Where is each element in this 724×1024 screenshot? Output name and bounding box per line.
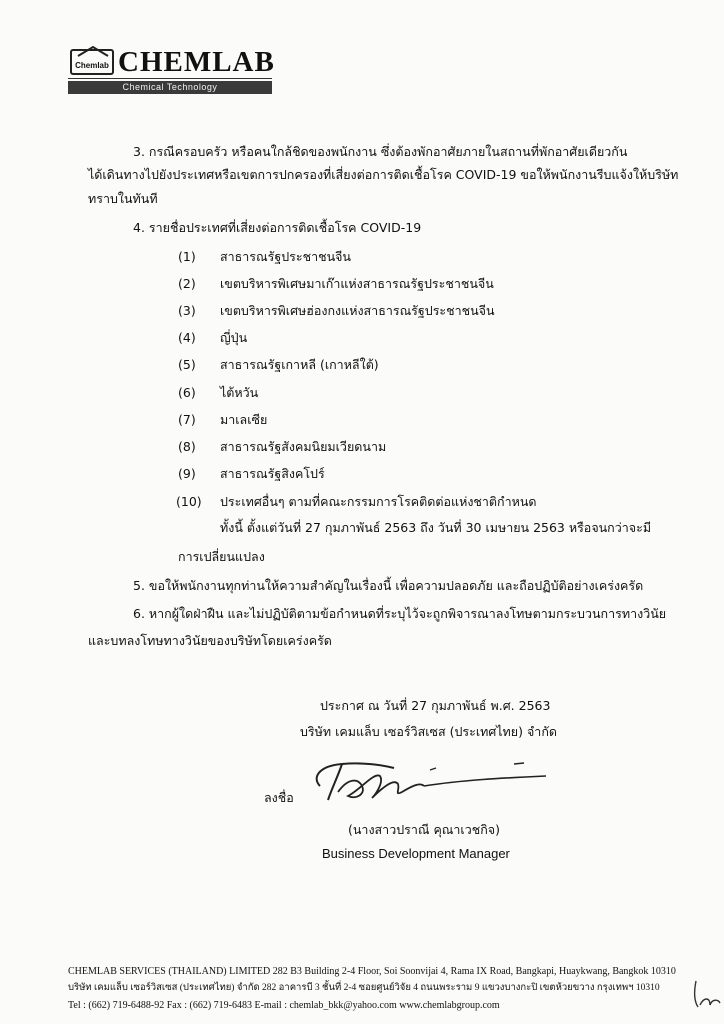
list-item-label: เขตบริหารพิเศษฮ่องกงแห่งสาธารณรัฐประชาชนจีน xyxy=(220,303,495,318)
item6-line1: 6. หากผู้ใดฝ่าฝืน และไม่ปฏิบัติตามข้อกำหนดที่ระบุไว้จะถูกพิจารณาลงโทษตามกระบวนการทางวินัย xyxy=(133,606,667,621)
footer-contact: Tel : (662) 719-6488-92 Fax : (662) 719-6483 E-mail : chemlab_bkk@yahoo.com www.chemlabgroup.com xyxy=(68,1000,500,1011)
period-line2: การเปลี่ยนแปลง xyxy=(178,549,265,564)
list-item-label: ไต้หวัน xyxy=(220,385,259,400)
list-item-number: (2) xyxy=(178,276,196,291)
list-item-number: (10) xyxy=(176,494,202,509)
footer-address-th: บริษัท เคมแล็บ เซอร์วิสเซส (ประเทศไทย) จำกัด 282 อาคารบี 3 ชั้นที่ 2-4 ซอยศูนย์วิจัย 4 ถนนพระราม 9 แขวงบางกะปิ เขตห้วยขวาง กรุงเทพฯ 10310 xyxy=(68,983,660,993)
item3-line1: 3. กรณีครอบครัว หรือคนใกล้ชิดของพนักงาน ซึ่งต้องพักอาศัยภายในสถานที่พักอาศัยเดียวกัน xyxy=(133,144,628,159)
list-item-number: (5) xyxy=(178,357,196,372)
footer-address-en: CHEMLAB SERVICES (THAILAND) LIMITED 282 B3 Building 2-4 Floor, Soi Soonvijai 4, Rama IX Road, Bangkapi, Huaykwang, Bangkok 10310 xyxy=(68,966,676,977)
sign-label: ลงชื่อ xyxy=(264,790,294,805)
list-item-number: (9) xyxy=(178,466,196,481)
announce-date: ประกาศ ณ วันที่ 27 กุมภาพันธ์ พ.ศ. 2563 xyxy=(320,698,551,713)
period-line1: ทั้งนี้ ตั้งแต่วันที่ 27 กุมภาพันธ์ 2563 ถึง วันที่ 30 เมษายน 2563 หรือจนกว่าจะมี xyxy=(220,520,652,535)
list-item-number: (7) xyxy=(178,412,196,427)
list-item-label: เขตบริหารพิเศษมาเก๊าแห่งสาธารณรัฐประชาชนจีน xyxy=(220,276,494,291)
item3-line2: ได้เดินทางไปยังประเทศหรือเขตการปกครองที่เสี่ยงต่อการติดเชื้อโรค COVID-19 ขอให้พนักงานรีบแจ้งให้บริษัท xyxy=(88,167,679,182)
list-item-label: มาเลเซีย xyxy=(220,412,268,427)
list-item-number: (8) xyxy=(178,439,196,454)
logo-top xyxy=(68,44,275,79)
item6-line2: และบทลงโทษทางวินัยของบริษัทโดยเคร่งครัด xyxy=(88,633,332,648)
item4-heading: 4. รายชื่อประเทศที่เสี่ยงต่อการติดเชื้อโรค COVID-19 xyxy=(133,220,422,235)
list-item-label: ประเทศอื่นๆ ตามที่คณะกรรมการโรคติดต่อแห่งชาติกำหนด xyxy=(220,494,537,509)
company-name-thai: บริษัท เคมแล็บ เซอร์วิสเซส (ประเทศไทย) จำกัด xyxy=(300,724,558,739)
signer-name: (นางสาวปราณี คุณาเวชกิจ) xyxy=(348,822,500,837)
list-item-number: (4) xyxy=(178,330,196,345)
list-item-number: (1) xyxy=(178,249,196,264)
company-tagline: Chemical Technology xyxy=(68,81,272,94)
item3-line3: ทราบในทันที xyxy=(88,191,158,206)
list-item-label: ญี่ปุ่น xyxy=(220,330,248,345)
edge-scribble xyxy=(690,975,724,1015)
chemlab-mark-icon xyxy=(70,49,114,75)
signature-image xyxy=(302,752,552,812)
list-item-label: สาธารณรัฐสังคมนิยมเวียดนาม xyxy=(220,439,387,454)
company-name: CHEMLAB xyxy=(118,46,275,78)
logo-mark-text: Chemlab xyxy=(75,61,109,70)
list-item-number: (6) xyxy=(178,385,196,400)
list-item-label: สาธารณรัฐประชาชนจีน xyxy=(220,249,351,264)
list-item-number: (3) xyxy=(178,303,196,318)
item5-text: 5. ขอให้พนักงานทุกท่านให้ความสำคัญในเรื่องนี้ เพื่อความปลอดภัย และถือปฏิบัติอย่างเคร่งครัด xyxy=(133,578,644,593)
list-item-label: สาธารณรัฐสิงคโปร์ xyxy=(220,466,325,481)
company-logo xyxy=(68,44,275,94)
list-item-label: สาธารณรัฐเกาหลี (เกาหลีใต้) xyxy=(220,357,379,372)
signer-title: Business Development Manager xyxy=(322,846,510,861)
